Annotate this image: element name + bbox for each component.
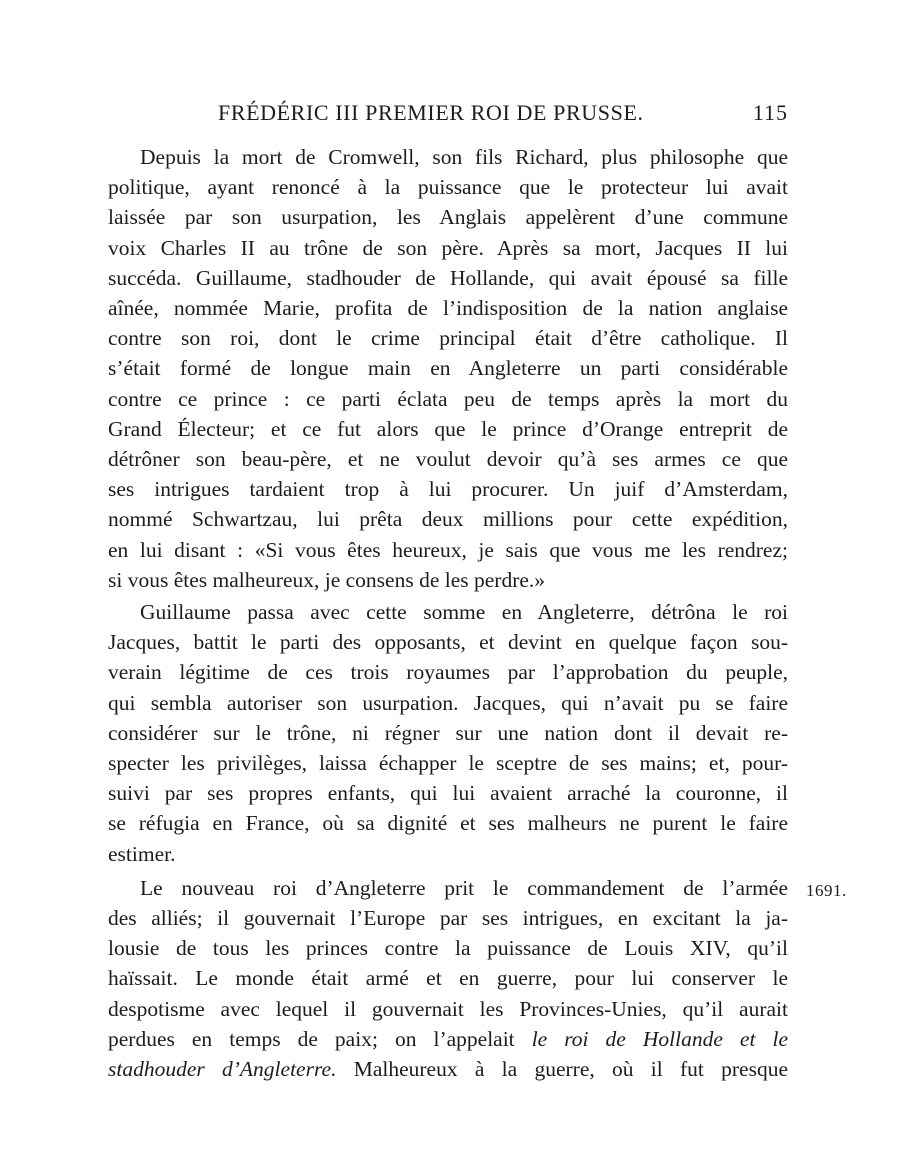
text-line: des alliés; il gouvernait l’Europe par ses intrigues, en excitant la ja- [108, 906, 788, 931]
text-line: Depuis la mort de Cromwell, son fils Richard, plus philosophe que [140, 145, 788, 169]
text-line: ses intrigues tardaient trop à lui procurer. Un juif d’Amsterdam, [108, 477, 788, 502]
running-title: FRÉDÉRIC III PREMIER ROI DE PRUSSE. [218, 100, 644, 125]
text-line: se réfugia en France, où sa dignité et ses malheurs ne purent le faire [108, 811, 788, 836]
italic-run: le roi de Hollande et le [531, 1026, 788, 1051]
text-line: Jacques, battit le parti des opposants, et devint en quelque façon sou- [108, 630, 788, 655]
text-line: verain légitime de ces trois royaumes par l’approbation du peuple, [108, 660, 788, 685]
page-number: 115 [752, 100, 788, 125]
text-line: laissée par son usurpation, les Anglais appelèrent d’une commune [108, 205, 788, 230]
text-line: Grand Électeur; et ce fut alors que le prince d’Orange entreprit de [108, 416, 788, 441]
text-line: détrôner son beau-père, et ne voulut devoir qu’à ses armes ce que [108, 447, 788, 472]
text-line: haïssait. Le monde était armé et en guerre, pour lui conserver le [108, 966, 788, 991]
text-line: Guillaume passa avec cette somme en Angleterre, détrôna le roi [140, 600, 788, 625]
text-line: lousie de tous les princes contre la puissance de Louis XIV, qu’il [108, 936, 788, 961]
text-line: considérer sur le trône, ni régner sur une nation dont il devait re- [108, 720, 788, 745]
text-line: s’était formé de longue main en Angleterre un parti considérable [108, 356, 788, 381]
text-line: qui sembla autoriser son usurpation. Jacques, qui n’avait pu se faire [108, 690, 788, 715]
text-line: Le nouveau roi d’Angleterre prit le commandement de l’armée [140, 875, 788, 900]
text-line: voix Charles II au trône de son père. Après sa mort, Jacques II lui [108, 235, 788, 260]
paragraph-1 [108, 142, 788, 595]
body-text [108, 142, 788, 1084]
text-line: politique, ayant renoncé à la puissance que le protecteur lui avait [108, 175, 788, 200]
text-line: nommé Schwartzau, lui prêta deux millions pour cette expédition, [108, 507, 788, 532]
text-line: en lui disant : «Si vous êtes heureux, je sais que vous me les rendrez; [108, 537, 788, 562]
text-line: specter les privilèges, laissa échapper le sceptre de ses mains; et, pour- [108, 751, 788, 776]
text-line: contre ce prince : ce parti éclata peu de temps après la mort du [108, 386, 788, 411]
paragraph-2 [108, 597, 788, 869]
text-run: perdues en temps de paix; on l’appelait [108, 1026, 532, 1051]
italic-run: stadhouder d’Angleterre. [108, 1057, 337, 1082]
text-line-mixed [108, 1054, 788, 1084]
margin-date-note: 1691. [806, 881, 847, 900]
text-run: Malheureux à la guerre, où il fut presque [336, 1057, 788, 1082]
running-head [108, 100, 788, 130]
text-line: despotisme avec lequel il gouvernait les Provinces-Unies, qu’il aurait [108, 996, 788, 1021]
text-line: aînée, nommée Marie, profita de l’indisposition de la nation anglaise [108, 296, 788, 321]
text-line: si vous êtes malheureux, je consens de les perdre.» [108, 567, 546, 592]
text-line-mixed [108, 1024, 788, 1054]
text-line: estimer. [108, 841, 176, 866]
text-line: contre son roi, dont le crime principal était d’être catholique. Il [108, 326, 788, 351]
text-line: succéda. Guillaume, stadhouder de Hollande, qui avait épousé sa fille [108, 265, 788, 290]
paragraph-3 [108, 873, 788, 1084]
text-line: suivi par ses propres enfants, qui lui avaient arraché la couronne, il [108, 781, 788, 806]
